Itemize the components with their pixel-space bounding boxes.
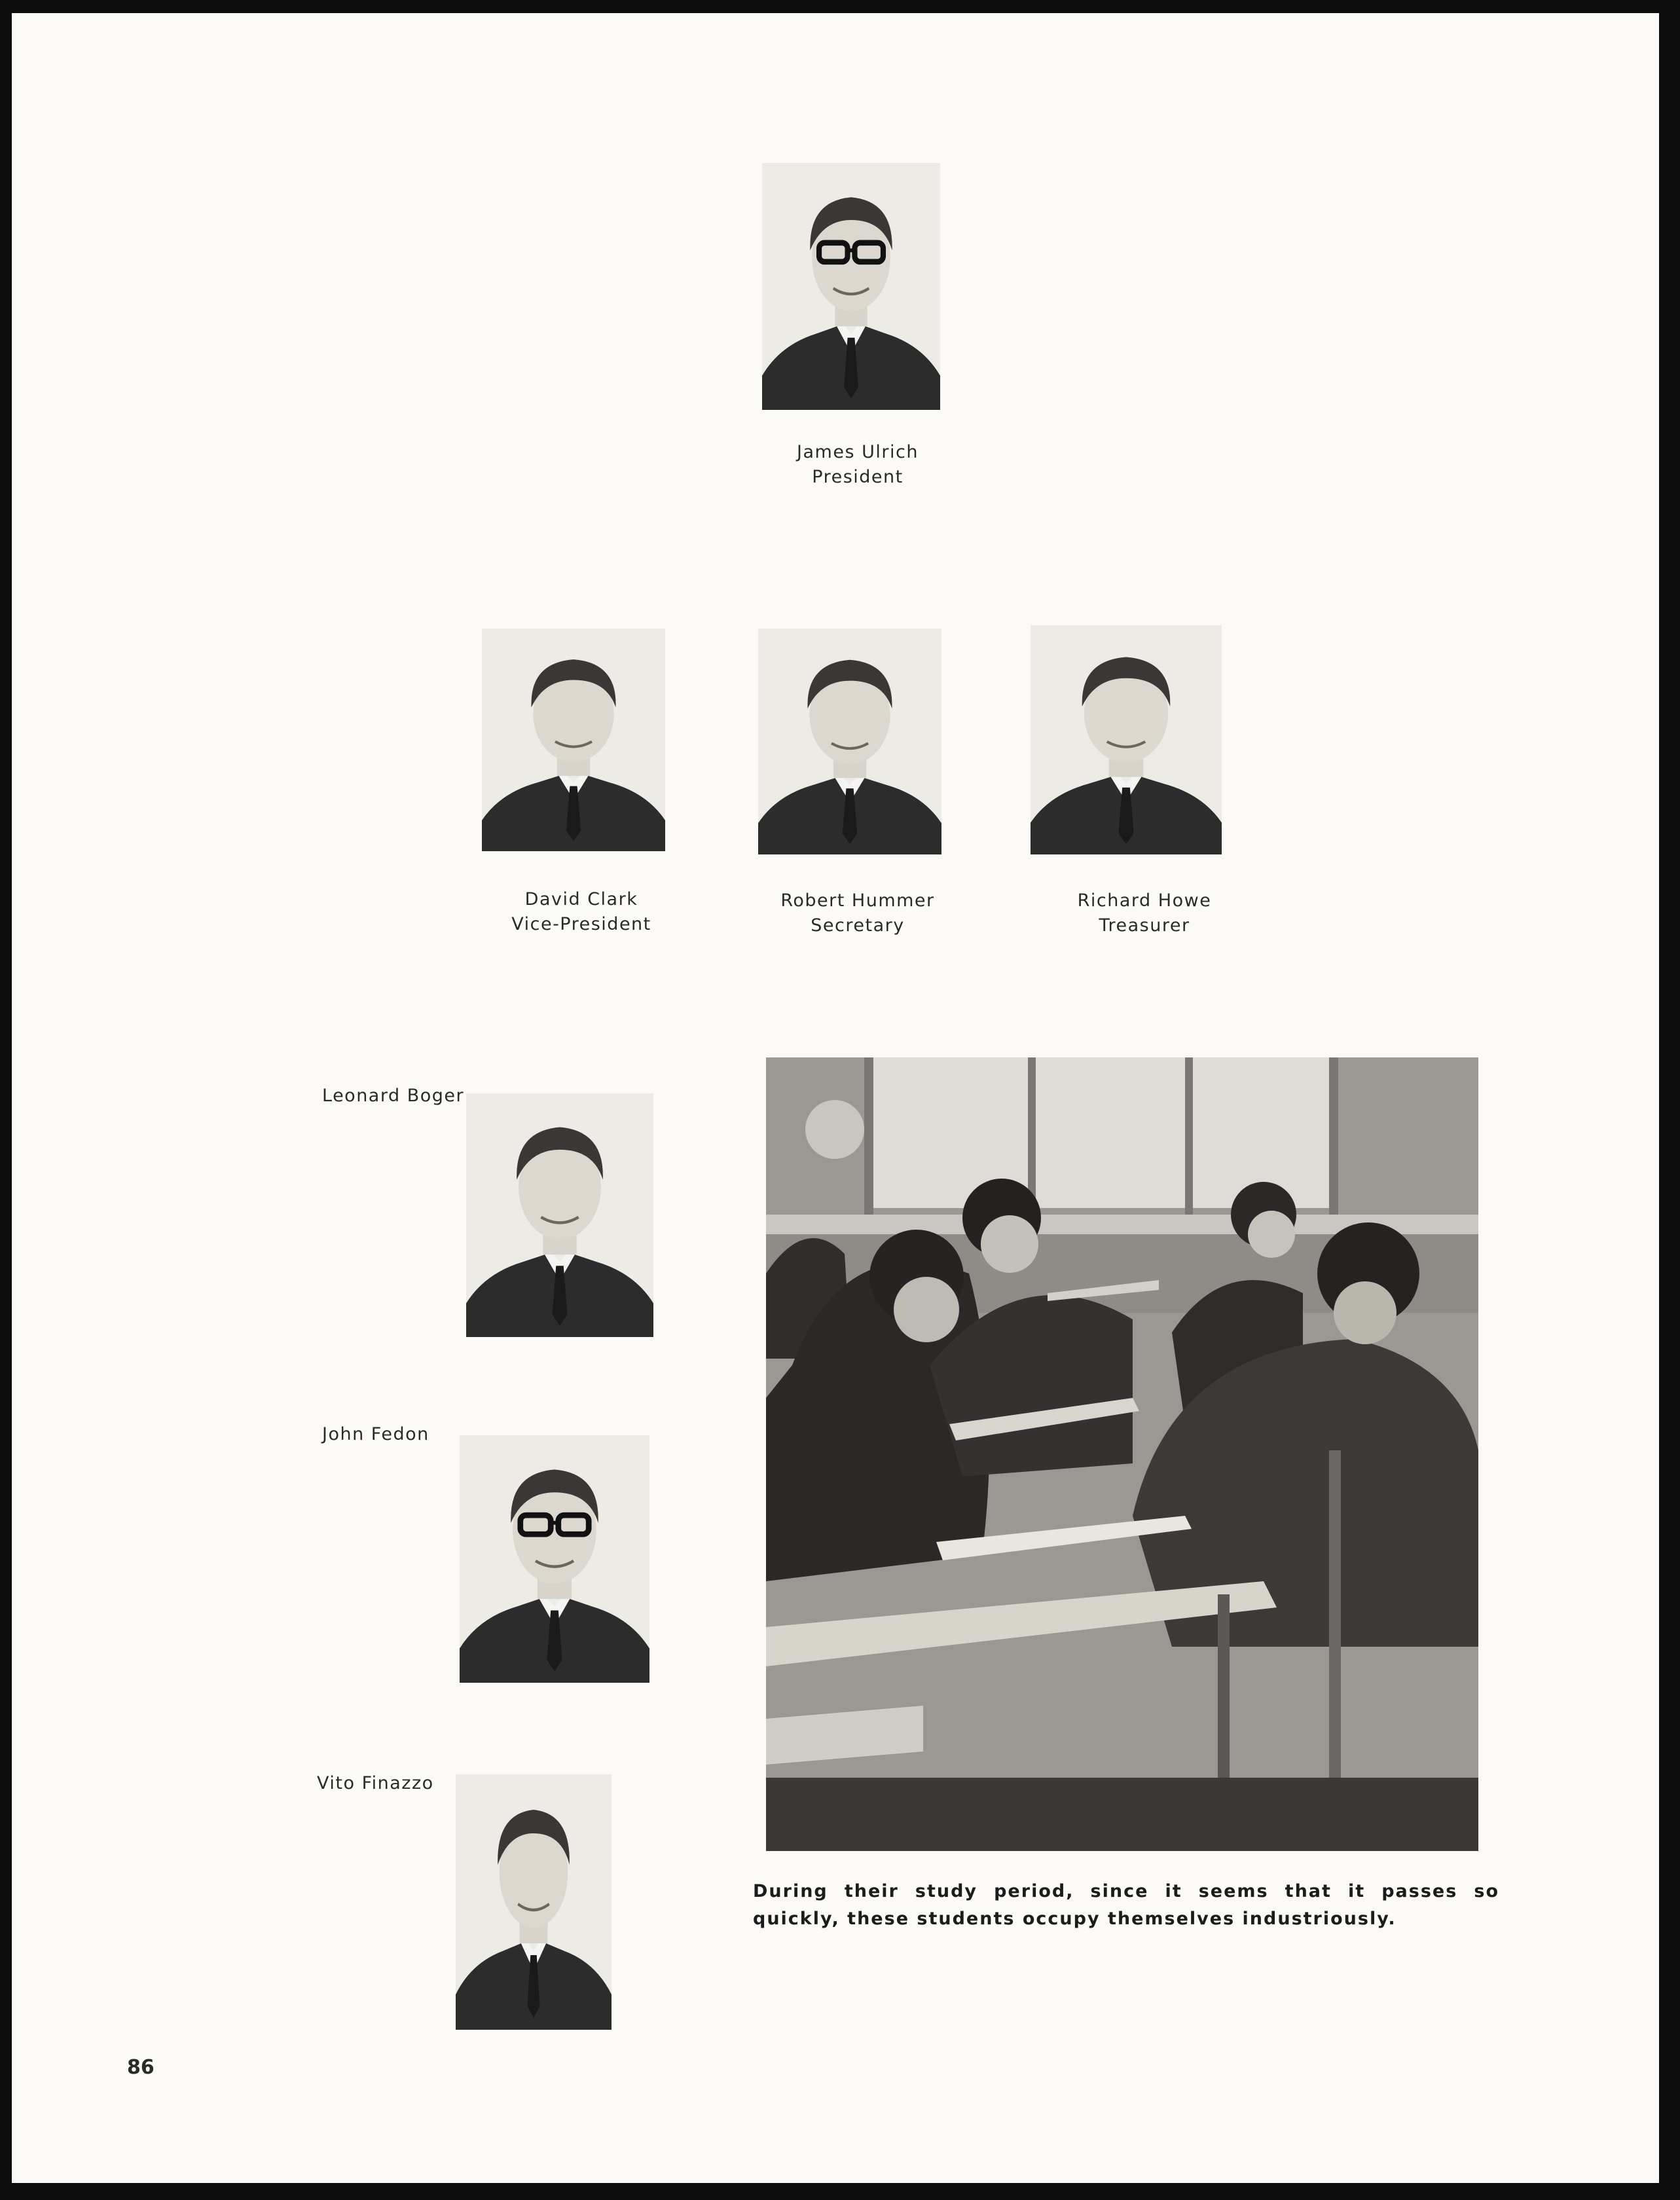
portrait-richard-howe: [1031, 625, 1222, 854]
officer-name: Richard Howe: [1077, 890, 1212, 911]
officer-name: Robert Hummer: [780, 890, 935, 911]
page-number: 86: [127, 2056, 155, 2079]
classroom-study-photo: [766, 1057, 1478, 1851]
officer-caption-secretary: [720, 889, 995, 938]
member-name-leonard-boger: Leonard Boger: [322, 1086, 465, 1106]
portrait-david-clark: [482, 629, 665, 851]
officer-caption-vice-president: [444, 887, 719, 937]
classroom-photo-caption: During their study period, since it seems that it passes so quickly, these students occupy themselves industriously.: [753, 1881, 1499, 1929]
portrait-robert-hummer: [758, 629, 941, 854]
portrait-leonard-boger: [466, 1093, 653, 1337]
officer-name: James Ulrich: [797, 442, 919, 462]
member-name-john-fedon: John Fedon: [322, 1424, 429, 1444]
officer-title: Treasurer: [1099, 915, 1190, 936]
officer-caption-president: [720, 440, 995, 490]
portrait-john-fedon: [460, 1435, 649, 1683]
member-name-vito-finazzo: Vito Finazzo: [317, 1773, 434, 1793]
portrait-vito-finazzo: [456, 1774, 612, 2030]
portrait-james-ulrich: [762, 163, 940, 410]
officer-name: David Clark: [524, 889, 638, 909]
officer-title: Vice-President: [511, 914, 651, 934]
officer-caption-treasurer: [1007, 889, 1282, 938]
officer-title: President: [812, 467, 904, 487]
yearbook-page: [12, 13, 1659, 2183]
officer-title: Secretary: [811, 915, 905, 936]
